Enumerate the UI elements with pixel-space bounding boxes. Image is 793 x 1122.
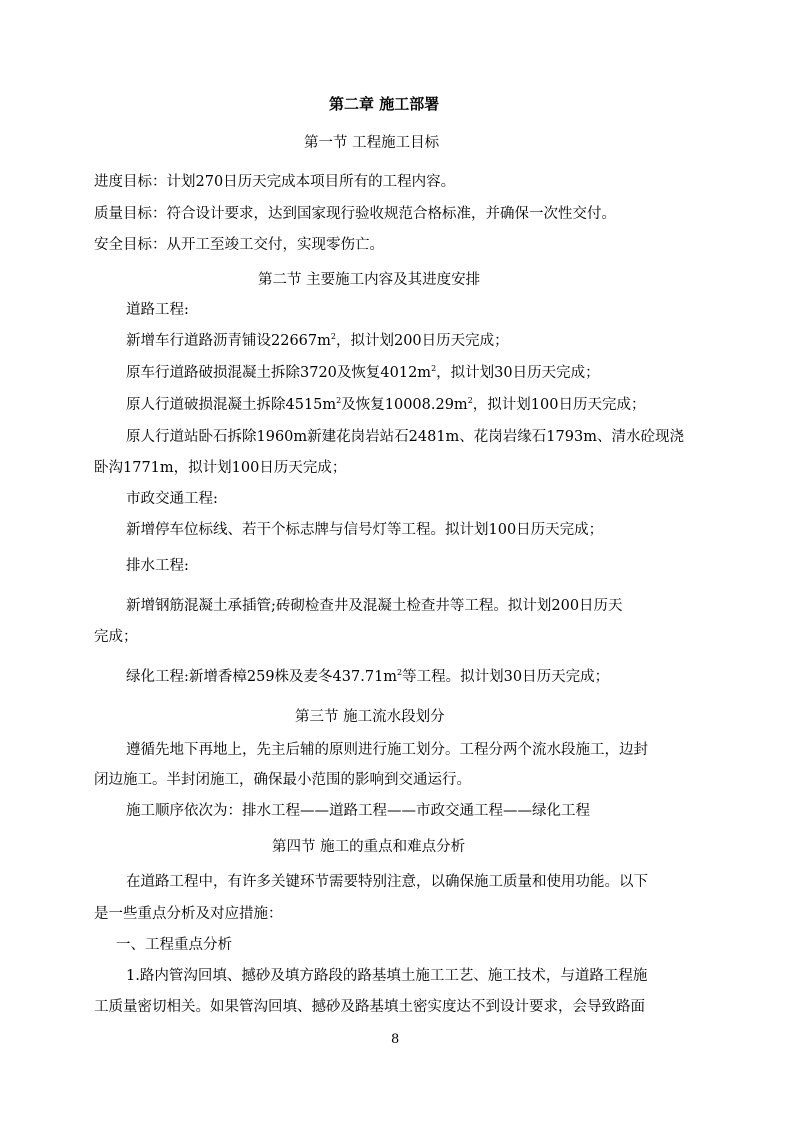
- section4-title: 第四节 施工的重点和难点分析: [272, 839, 466, 855]
- road-heading: 道路工程:: [126, 302, 189, 318]
- point1-line2: 工质量密切相关。如果管沟回填、撼砂及路基填土密实度达不到设计要求，会导致路面: [94, 999, 645, 1015]
- road-item-4-line1: 原人行道站卧石拆除1960m新建花岗岩站石2481m、花岗岩缘石1793m、清水砼现浇: [126, 429, 684, 445]
- road-item-3: 原人行道破损混凝土拆除$4515m^2$及恢复$10008.29m^2$，拟计划100日历天完成；: [126, 396, 646, 413]
- road-item-4-line2: 卧沟1771m，拟计划100日历天完成；: [94, 460, 347, 476]
- quality-goal: 质量目标：符合设计要求，达到国家现行验收规范合格标准，并确保一次性交付。: [94, 206, 616, 222]
- greening-item: 绿化工程:新增香樟259株及麦冬$437.71m^2$等工程。拟计划30日历天完成；: [126, 668, 610, 685]
- section4-intro-line1: 在道路工程中，有许多关键环节需要特别注意，以确保施工质量和使用功能。以下: [126, 874, 648, 890]
- page-number: 8: [391, 1032, 400, 1047]
- point1-line1: 1.路内管沟回填、撼砂及填方路段的路基填土施工工艺、施工技术，与道路工程施: [126, 968, 648, 984]
- progress-goal: 进度目标：计划270日历天完成本项目所有的工程内容。: [94, 174, 456, 190]
- traffic-item: 新增停车位标线、若干个标志牌与信号灯等工程。拟计划100日历天完成；: [126, 522, 604, 538]
- chapter-title: 第二章 施工部署: [329, 95, 440, 113]
- section3-para-line1: 遵循先地下再地上，先主后辅的原则进行施工划分。工程分两个流水段施工，边封: [126, 742, 648, 758]
- section1-title: 第一节 工程施工目标: [304, 135, 440, 151]
- construction-order: 施工顺序依次为：排水工程——道路工程——市政交通工程——绿化工程: [126, 803, 590, 819]
- traffic-heading: 市政交通工程:: [126, 491, 218, 507]
- drainage-item-line2: 完成；: [94, 629, 138, 645]
- drainage-item-line1: 新增钢筋混凝土承插管;砖砌检查井及混凝土检查井等工程。拟计划200日历天: [126, 598, 623, 614]
- road-item-2: 原车行道路破损混凝土拆除3720及恢复$4012m^2$，拟计划30日历天完成；: [126, 364, 600, 381]
- section4-intro-line2: 是一些重点分析及对应措施：: [94, 906, 283, 922]
- section3-title: 第三节 施工流水段划分: [295, 709, 445, 725]
- sub-heading-key-points: 一、工程重点分析: [116, 937, 232, 953]
- safety-goal: 安全目标：从开工至竣工交付，实现零伤亡。: [94, 237, 384, 253]
- drainage-heading: 排水工程:: [126, 558, 189, 574]
- section3-para-line2: 闭边施工。半封闭施工，确保最小范围的影响到交通运行。: [94, 772, 471, 788]
- road-item-1: 新增车行道路沥青铺设$22667m^2$，拟计划200日历天完成；: [126, 332, 509, 349]
- section2-title: 第二节 主要施工内容及其进度安排: [258, 272, 481, 288]
